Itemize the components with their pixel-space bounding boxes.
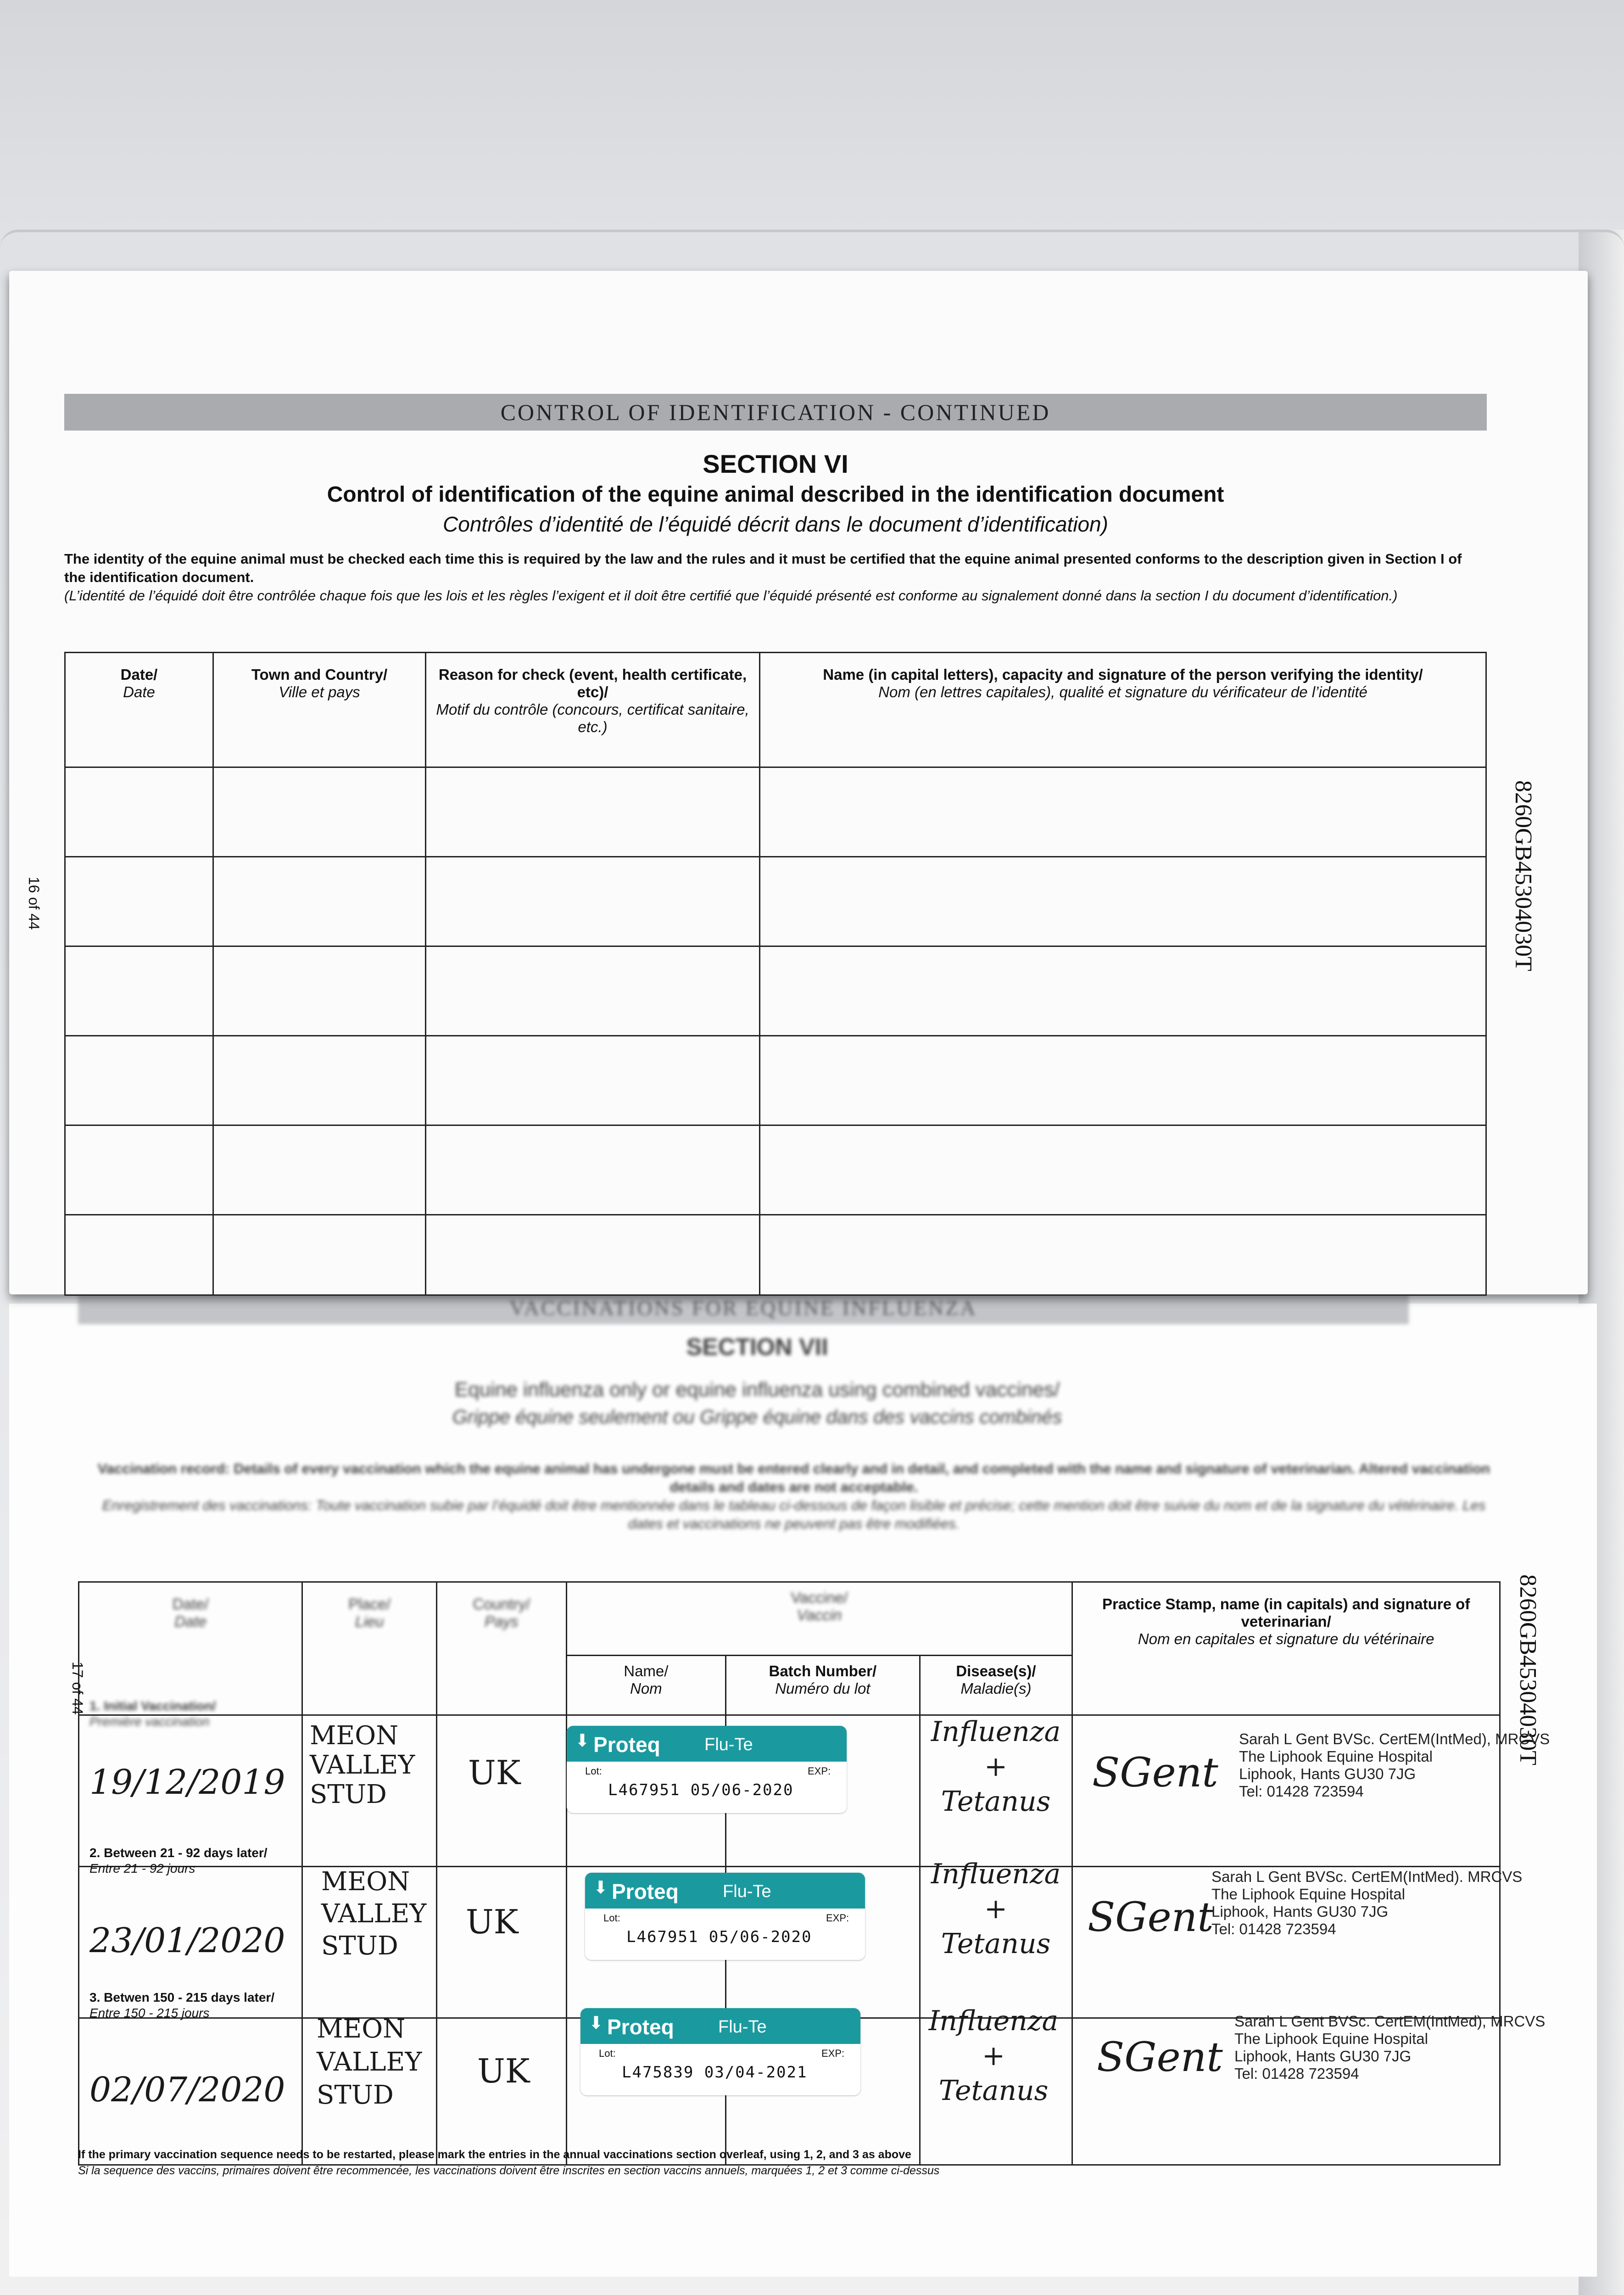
col-reason-header: Reason for check (event, health certificate, etc)/ Motif du contrôle (concours, certificat sanitaire, etc.) <box>426 653 760 767</box>
col-vaccine-name-header: Name/ Nom <box>566 1656 726 1715</box>
section-vii-intro <box>87 1460 1501 1533</box>
row1-label: 1. Initial Vaccination/ Première vaccination <box>89 1699 216 1729</box>
row3-vet-stamp: Sarah L Gent BVSc. CertEM(IntMed), MRCVS The Liphook Equine Hospital Liphook, Hants GU30 7JG Tel: 01428 723594 <box>1234 2013 1546 2082</box>
section-vii-title-en: Equine influenza only or equine influenza using combined vaccines/ <box>454 1378 1060 1401</box>
section-vii-intro-fr: Enregistrement des vaccinations: Toute vaccination subie par l’équidé doit être mentionnée dans le tableau ci-dessous de façon lisible et précise; cette mention doit être suivie du nom et de la signature du vétérinaire. Les dates et vaccinations ne peuvent pas être modifiées. <box>102 1497 1486 1532</box>
page-number-16: 16 of 44 <box>26 877 42 930</box>
identification-table <box>64 652 1487 1296</box>
table-row <box>65 1215 1486 1295</box>
row2-label: 2. Between 21 - 92 days later/ Entre 21 - 92 jours <box>89 1846 268 1875</box>
footnote-en: If the primary vaccination sequence needs to be restarted, please mark the entries in the annual vaccinations section overleaf, using 1, 2, and 3 as above <box>78 2148 911 2161</box>
col-verifier-header: Name (in capital letters), capacity and signature of the person verifying the identity/ Nom (en lettres capitales), qualité et signature du vérificateur de l’identité <box>760 653 1486 767</box>
arrow-down-icon: ⬇ <box>575 1731 590 1751</box>
section-vii-heading: SECTION VII <box>686 1334 828 1360</box>
row2-vet-stamp: Sarah L Gent BVSc. CertEM(IntMed). MRCVS The Liphook Equine Hospital Liphook, Hants GU30 7JG Tel: 01428 723594 <box>1211 1868 1523 1937</box>
row2-country: UK <box>466 1903 519 1941</box>
row2-signature: SGent <box>1088 1893 1214 1941</box>
section-vii-band <box>78 1292 1409 1324</box>
row1-batch: L467951 05/06-2020 <box>608 1781 794 1799</box>
row3-vaccine-label: ⬇ Proteq Flu-Te Lot: EXP: L475839 03/04-2021 <box>580 2008 860 2095</box>
row1-disease: Influenza + Tetanus <box>931 1716 1061 1818</box>
row1-date: 19/12/2019 <box>89 1763 285 1802</box>
row3-place: MEON VALLEY STUD <box>317 2014 422 2110</box>
row3-signature: SGent <box>1097 2033 1223 2081</box>
row3-country: UK <box>477 2052 530 2090</box>
col-date-header: Date/ Date <box>65 653 213 767</box>
col-country-header: Country/ Pays <box>436 1582 566 1715</box>
row1-signature: SGent <box>1092 1749 1218 1796</box>
row2-batch: L467951 05/06-2020 <box>626 1928 812 1946</box>
row3-label: 3. Betwen 150 - 215 days later/ Entre 150 - 215 jours <box>89 1990 275 2020</box>
section-vi-intro <box>64 550 1478 605</box>
col-place-header: Place/ Lieu <box>302 1582 437 1715</box>
row3-date: 02/07/2020 <box>89 2070 285 2110</box>
section-vii-intro-en: Vaccination record: Details of every vaccination which the equine animal has undergone must be entered clearly and in detail, and completed with the name and signature of veterinarian. Altered vaccination details and dates are not acceptable. <box>97 1461 1490 1495</box>
arrow-down-icon: ⬇ <box>593 1878 608 1898</box>
table-row <box>65 946 1486 1036</box>
row1-place: MEON VALLEY STUD <box>310 1721 415 1809</box>
section-vi-heading: SECTION VI <box>703 449 848 478</box>
table-row <box>65 1125 1486 1215</box>
row2-vaccine-label: ⬇ Proteq Flu-Te Lot: EXP: L467951 05/06-2020 <box>585 1873 865 1960</box>
col-disease-header: Disease(s)/ Maladie(s) <box>920 1656 1072 1715</box>
section-vi-title-fr: Contrôles d’identité de l’équidé décrit dans le document d’identification) <box>443 512 1108 536</box>
row1-country: UK <box>468 1753 521 1792</box>
col-town-header: Town and Country/ Ville et pays <box>213 653 426 767</box>
section-vi-intro-fr: (L’identité de l’équidé doit être contrôlée chaque fois que les lois et les règles l’exigent et il doit être certifié que l’équidé présenté est conforme au signalement donné dans la section I du document d’identification.) <box>64 588 1398 604</box>
row1-vet-stamp: Sarah L Gent BVSc. CertEM(IntMed), MRCVS The Liphook Equine Hospital Liphook, Hants GU30 7JG Tel: 01428 723594 <box>1239 1730 1550 1800</box>
section-vi-intro-en: The identity of the equine animal must be checked each time this is required by the law and the rules and it must be certified that the equine animal presented conforms to the description given in Section I of the identification document. <box>64 551 1462 585</box>
row2-place: MEON VALLEY STUD <box>321 1867 427 1961</box>
col-stamp-header: Practice Stamp, name (in capitals) and signature of veterinarian/ Nom en capitales et signature du vétérinaire <box>1072 1582 1500 1715</box>
row2-date: 23/01/2020 <box>89 1921 285 1960</box>
section-vi-title-en: Control of identification of the equine animal described in the identification document <box>327 482 1224 507</box>
row3-disease: Influenza + Tetanus <box>928 2005 1059 2107</box>
col-batch-header: Batch Number/ Numéro du lot <box>726 1656 920 1715</box>
col-vaccine-header: Vaccine/ Vaccin <box>566 1582 1072 1656</box>
passport-number-bottom: 8260GB4530403​0T <box>1515 1574 1541 1765</box>
table-row <box>65 857 1486 946</box>
col-date-header: Date/ Date <box>79 1582 302 1715</box>
section-vii-title-fr: Grippe équine seulement ou Grippe équine dans des vaccins combinés <box>452 1406 1062 1427</box>
section-vii-band-title: VACCINATIONS FOR EQUINE INFLUENZA <box>509 1296 977 1320</box>
passport-number-top: 8260GB4530403​0T <box>1510 780 1536 971</box>
row1-vaccine-label: ⬇ Proteq Flu-Te Lot: EXP: L467951 05/06-2020 <box>567 1726 847 1813</box>
table-row <box>65 1036 1486 1125</box>
table-row <box>65 767 1486 857</box>
row2-disease: Influenza + Tetanus <box>931 1858 1061 1960</box>
arrow-down-icon: ⬇ <box>589 2014 603 2033</box>
row3-batch: L475839 03/04-2021 <box>622 2063 808 2082</box>
section-vi-band <box>64 394 1487 431</box>
section-vi-band-title: CONTROL OF IDENTIFICATION - CONTINUED <box>500 399 1051 425</box>
footnote-fr: Si la sequence des vaccins, primaires doivent être recommencée, les vaccinations doivent être inscrites en section vaccins annuels, marquées 1, 2 et 3 comme ci-dessus <box>78 2164 940 2177</box>
page-number-17: 17 of 44 <box>69 1662 86 1715</box>
